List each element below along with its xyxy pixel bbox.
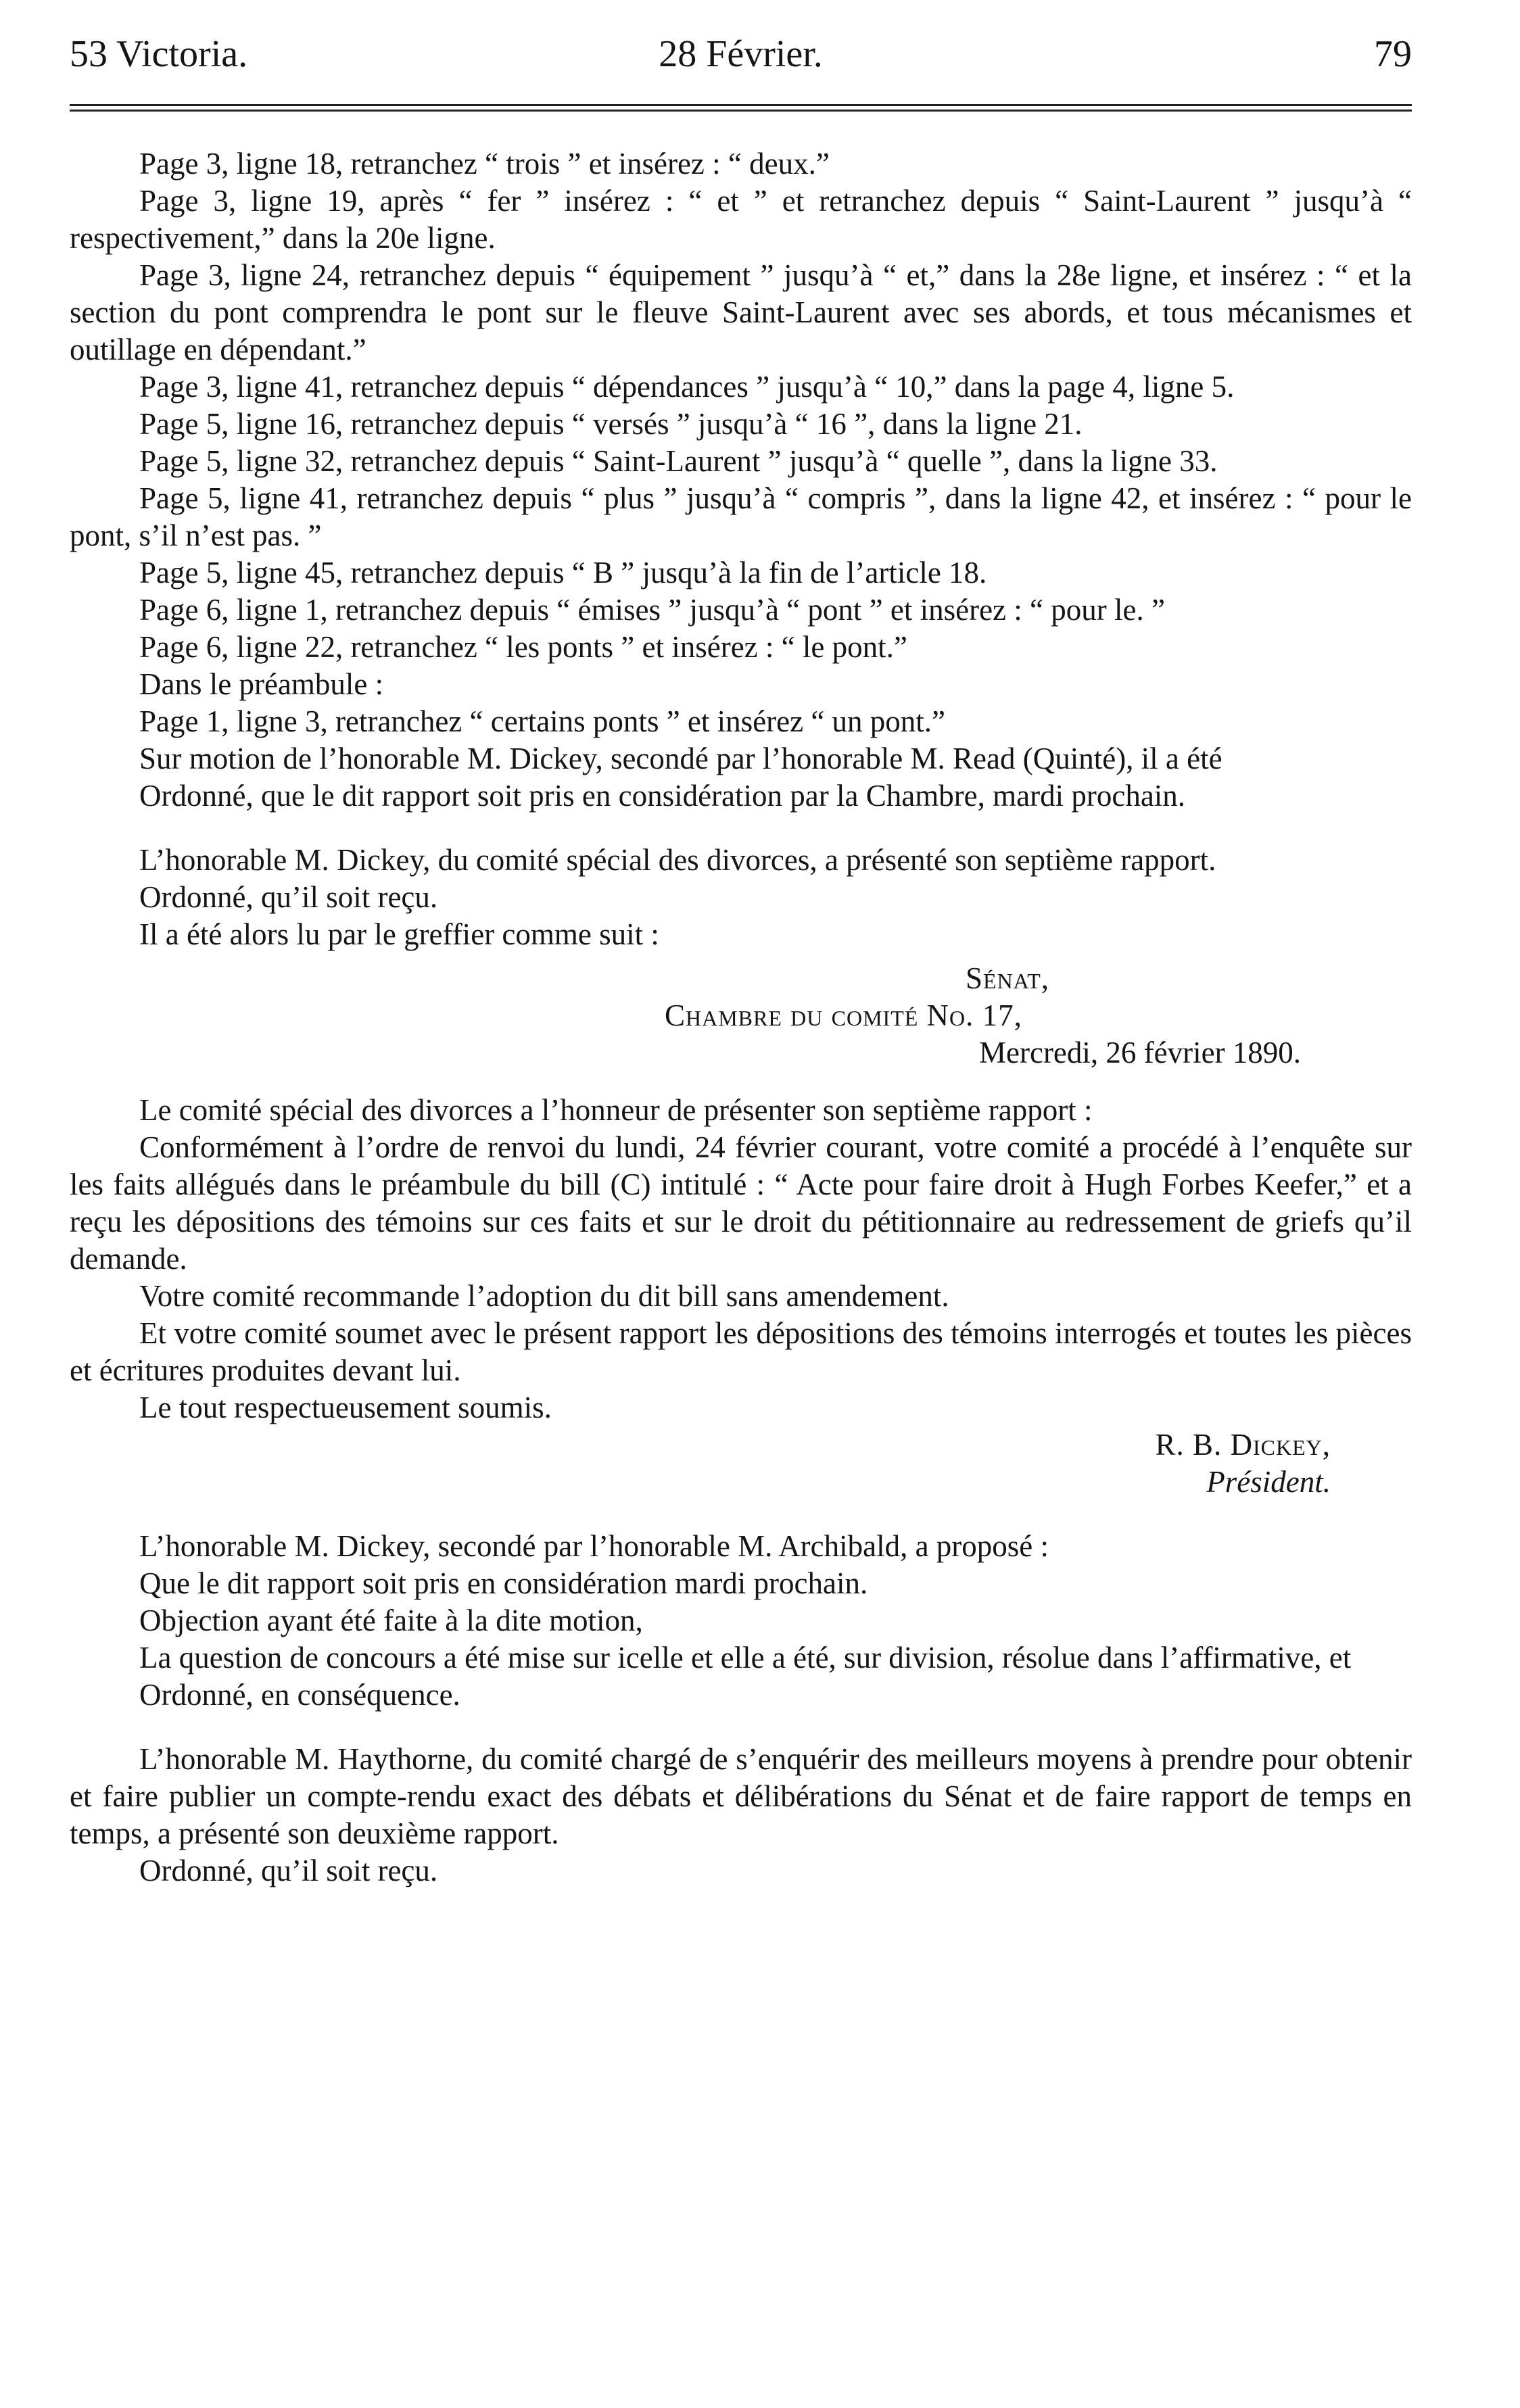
page xyxy=(70,27,1412,1889)
running-header xyxy=(70,27,1412,81)
signature-title: Président. xyxy=(1206,1465,1331,1499)
paragraph: Que le dit rapport soit pris en considération mardi prochain. xyxy=(139,1566,868,1600)
signature-name: R. B. Dickey, xyxy=(1155,1428,1331,1462)
paragraph: Page 6, ligne 22, retranchez “ les ponts ” et insérez : “ le pont.” xyxy=(139,630,907,664)
paragraph: Page 5, ligne 32, retranchez depuis “ Saint-Laurent ” jusqu’à “ quelle ”, dans la ligne 33. xyxy=(139,444,1218,478)
letterhead-room: Chambre du comité No. 17, xyxy=(665,998,1022,1032)
paragraph: Le comité spécial des divorces a l’honneur de présenter son septième rapport : xyxy=(139,1093,1093,1127)
paragraph: Ordonné, qu’il soit reçu. xyxy=(139,880,438,914)
paragraph: Page 3, ligne 24, retranchez depuis “ équipement ” jusqu’à “ et,” dans la 28e ligne, et insérez : “ et la section du pont comprendra le pont sur le fleuve Saint-Laurent avec ses abords, et tous mécanismes et outillage en dépendant.” xyxy=(70,258,1412,366)
signature-block xyxy=(70,1426,1412,1501)
paragraph: Page 6, ligne 1, retranchez depuis “ émises ” jusqu’à “ pont ” et insérez : “ pour le. ” xyxy=(139,593,1165,627)
paragraph: Page 5, ligne 41, retranchez depuis “ plus ” jusqu’à “ compris ”, dans la ligne 42, et insérez : “ pour le pont, s’il n’est pas. ” xyxy=(70,481,1412,552)
divorce-report-intro xyxy=(70,842,1412,953)
page-number: 79 xyxy=(1374,33,1412,75)
paragraph: Page 5, ligne 45, retranchez depuis “ B ” jusqu’à la fin de l’article 18. xyxy=(139,556,987,589)
spacer xyxy=(70,1501,1412,1528)
paragraph: Conformément à l’ordre de renvoi du lundi, 24 février courant, votre comité a procédé à l’enquête sur les faits allégués dans le préambule du bill (C) intitulé : “ Acte pour faire droit à Hugh Forbes Keefer,” et a reçu les dépositions des témoins sur ces faits et sur le droit du pétitionnaire au redressement de griefs qu’il demande. xyxy=(70,1130,1412,1276)
paragraph: Il a été alors lu par le greffier comme suit : xyxy=(139,917,659,951)
spacer xyxy=(70,815,1412,842)
letterhead-date: Mercredi, 26 février 1890. xyxy=(979,1036,1302,1069)
paragraph: Page 1, ligne 3, retranchez “ certains ponts ” et insérez “ un pont.” xyxy=(139,704,946,738)
header-date: 28 Février. xyxy=(659,33,823,75)
paragraph: Page 5, ligne 16, retranchez depuis “ versés ” jusqu’à “ 16 ”, dans la ligne 21. xyxy=(139,407,1083,441)
paragraph: Votre comité recommande l’adoption du dit bill sans amendement. xyxy=(139,1279,949,1313)
paragraph: L’honorable M. Haythorne, du comité chargé de s’enquérir des meilleurs moyens à prendre pour obtenir et faire publier un compte-rendu exact des débats et délibérations du Sénat et de faire rapport de temps en temps, a présenté son deuxième rapport. xyxy=(70,1742,1412,1850)
motion-section xyxy=(70,1528,1412,1714)
header-rule xyxy=(70,104,1412,112)
paragraph: L’honorable M. Dickey, secondé par l’honorable M. Archibald, a proposé : xyxy=(139,1529,1049,1563)
paragraph: Ordonné, en conséquence. xyxy=(139,1678,460,1712)
spacer xyxy=(70,1714,1412,1741)
debates-report-section xyxy=(70,1741,1412,1889)
paragraph: Ordonné, que le dit rapport soit pris en considération par la Chambre, mardi prochain. xyxy=(139,779,1186,813)
paragraph: Sur motion de l’honorable M. Dickey, secondé par l’honorable M. Read (Quinté), il a été xyxy=(139,742,1222,775)
journal-body xyxy=(70,145,1412,1889)
amendments-section xyxy=(70,145,1412,815)
paragraph: Le tout respectueusement soumis. xyxy=(139,1391,552,1424)
divorce-report-text xyxy=(70,1092,1412,1426)
report-letterhead xyxy=(70,960,1412,1071)
paragraph: Page 3, ligne 41, retranchez depuis “ dépendances ” jusqu’à “ 10,” dans la page 4, ligne 5. xyxy=(139,370,1235,404)
header-volume: 53 Victoria. xyxy=(70,33,248,75)
paragraph: Ordonné, qu’il soit reçu. xyxy=(139,1854,438,1887)
paragraph: Page 3, ligne 18, retranchez “ trois ” et insérez : “ deux.” xyxy=(139,147,830,180)
paragraph: Et votre comité soumet avec le présent rapport les dépositions des témoins interrogés et toutes les pièces et écritures produites devant lui. xyxy=(70,1316,1412,1387)
paragraph: La question de concours a été mise sur icelle et elle a été, sur division, résolue dans l’affirmative, et xyxy=(139,1641,1352,1675)
letterhead-senate: Sénat, xyxy=(966,961,1050,995)
paragraph: Page 3, ligne 19, après “ fer ” insérez : “ et ” et retranchez depuis “ Saint-Laurent ” jusqu’à “ respectivement,” dans la 20e ligne. xyxy=(70,184,1412,255)
paragraph: Dans le préambule : xyxy=(139,667,384,701)
paragraph: Objection ayant été faite à la dite motion, xyxy=(139,1604,643,1637)
paragraph: L’honorable M. Dickey, du comité spécial des divorces, a présenté son septième rapport. xyxy=(139,843,1216,877)
